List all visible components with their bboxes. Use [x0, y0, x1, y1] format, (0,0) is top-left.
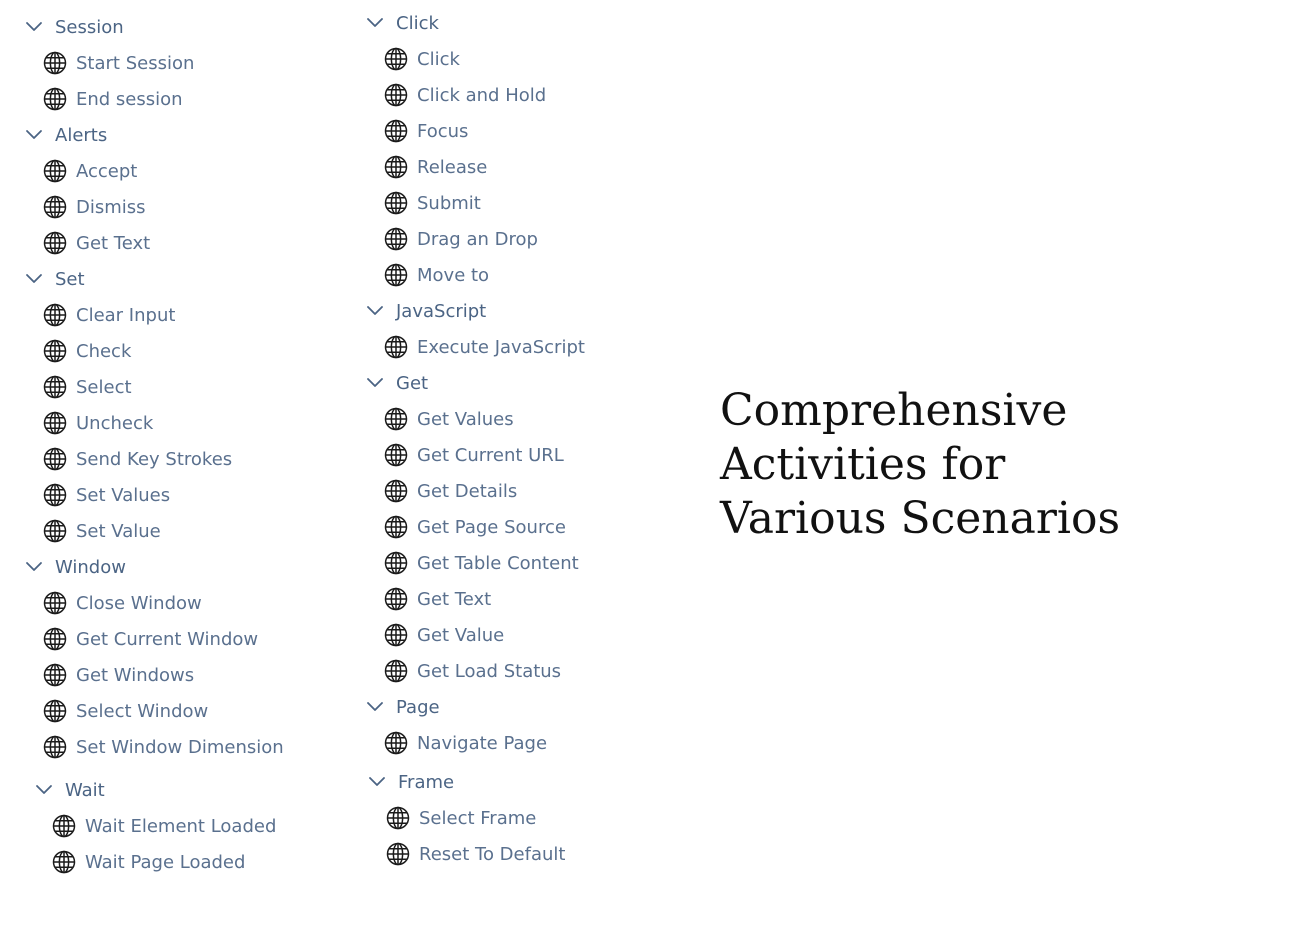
globe-icon	[384, 191, 408, 215]
activity-item-drag-an-drop[interactable]	[384, 221, 538, 257]
group-header-session[interactable]	[24, 9, 124, 45]
globe-icon	[52, 814, 76, 838]
activity-label: Execute JavaScript	[417, 336, 585, 358]
group-label-set: Set	[55, 268, 85, 290]
activity-item-wait-page-loaded[interactable]	[52, 844, 245, 880]
activity-label: Move to	[417, 264, 490, 286]
activity-item-get-text[interactable]	[43, 225, 150, 261]
group-label-window: Window	[55, 556, 126, 578]
group-header-window[interactable]	[24, 549, 126, 585]
activity-item-get-current-url[interactable]	[384, 437, 564, 473]
activity-label: Get Text	[417, 588, 492, 610]
activity-label: Wait Element Loaded	[85, 815, 277, 837]
group-label-click: Click	[396, 12, 439, 34]
activity-label: Select Frame	[419, 807, 537, 829]
activity-label: Select	[76, 376, 132, 398]
activity-label: Set Values	[76, 484, 171, 506]
activity-item-end-session[interactable]	[43, 81, 183, 117]
group-label-javascript: JavaScript	[396, 300, 487, 322]
chevron-down-icon[interactable]	[34, 780, 54, 800]
activity-item-close-window[interactable]	[43, 585, 202, 621]
activity-label: Get Windows	[76, 664, 195, 686]
group-header-click[interactable]	[365, 5, 439, 41]
activity-item-set-window-dimension[interactable]	[43, 729, 284, 765]
activity-item-check[interactable]	[43, 333, 131, 369]
activity-label: Get Load Status	[417, 660, 562, 682]
activity-label: Drag an Drop	[417, 228, 538, 250]
activity-item-get-page-source[interactable]	[384, 509, 566, 545]
activity-item-get-current-window[interactable]	[43, 621, 258, 657]
activity-item-get-details[interactable]	[384, 473, 517, 509]
activity-label: Select Window	[76, 700, 209, 722]
activity-label: Get Details	[417, 480, 518, 502]
chevron-down-icon[interactable]	[24, 557, 44, 577]
activity-label: Accept	[76, 160, 138, 182]
activity-label: Send Key Strokes	[76, 448, 233, 470]
activity-item-set-value[interactable]	[43, 513, 161, 549]
globe-icon	[384, 335, 408, 359]
group-header-frame[interactable]	[367, 764, 454, 800]
group-label-alerts: Alerts	[55, 124, 108, 146]
chevron-down-icon[interactable]	[24, 17, 44, 37]
globe-icon	[43, 303, 67, 327]
activity-label: Close Window	[76, 592, 202, 614]
globe-icon	[384, 155, 408, 179]
globe-icon	[43, 627, 67, 651]
group-header-set[interactable]	[24, 261, 85, 297]
activity-label: Get Value	[417, 624, 505, 646]
activity-item-set-values[interactable]	[43, 477, 170, 513]
globe-icon	[43, 159, 67, 183]
globe-icon	[384, 263, 408, 287]
globe-icon	[43, 339, 67, 363]
group-label-wait: Wait	[65, 779, 105, 801]
globe-icon	[386, 842, 410, 866]
activity-label: Get Table Content	[417, 552, 579, 574]
activity-label: Start Session	[76, 52, 195, 74]
group-header-alerts[interactable]	[24, 117, 107, 153]
globe-icon	[43, 51, 67, 75]
globe-icon	[43, 735, 67, 759]
activity-item-get-load-status[interactable]	[384, 653, 561, 689]
headline-line-2: Activities for	[720, 439, 1006, 490]
headline	[720, 384, 1120, 546]
group-header-page[interactable]	[365, 689, 440, 725]
activity-label: Navigate Page	[417, 732, 548, 754]
chevron-down-icon[interactable]	[24, 269, 44, 289]
activity-label: Check	[76, 340, 132, 362]
activity-label: Get Page Source	[417, 516, 566, 538]
group-header-javascript[interactable]	[365, 293, 486, 329]
globe-icon	[384, 119, 408, 143]
activity-item-get-text[interactable]	[384, 581, 491, 617]
activity-item-click-and-hold[interactable]	[384, 77, 546, 113]
group-label-frame: Frame	[398, 771, 455, 793]
activity-item-accept[interactable]	[43, 153, 137, 189]
activity-label: Set Value	[76, 520, 161, 542]
activity-item-select-window[interactable]	[43, 693, 208, 729]
globe-icon	[43, 483, 67, 507]
globe-icon	[43, 519, 67, 543]
activity-item-clear-input[interactable]	[43, 297, 175, 333]
activity-label: Dismiss	[76, 196, 146, 218]
activity-label: Get Values	[417, 408, 514, 430]
activity-item-move-to[interactable]	[384, 257, 489, 293]
activity-label: Wait Page Loaded	[85, 851, 246, 873]
globe-icon	[384, 659, 408, 683]
group-header-get[interactable]	[365, 365, 428, 401]
globe-icon	[384, 731, 408, 755]
globe-icon	[43, 195, 67, 219]
activity-label: Focus	[417, 120, 469, 142]
globe-icon	[52, 850, 76, 874]
globe-icon	[43, 375, 67, 399]
globe-icon	[384, 83, 408, 107]
activity-label: Release	[417, 156, 488, 178]
group-header-wait[interactable]	[34, 772, 105, 808]
activity-label: Get Current Window	[76, 628, 259, 650]
globe-icon	[43, 663, 67, 687]
chevron-down-icon[interactable]	[365, 697, 385, 717]
activity-label: Click	[417, 48, 460, 70]
activity-label: Get Current URL	[417, 444, 564, 466]
chevron-down-icon[interactable]	[367, 772, 387, 792]
globe-icon	[384, 515, 408, 539]
chevron-down-icon[interactable]	[24, 125, 44, 145]
globe-icon	[43, 87, 67, 111]
activity-item-select-frame[interactable]	[386, 800, 536, 836]
globe-icon	[384, 587, 408, 611]
globe-icon	[384, 443, 408, 467]
activity-item-reset-to-default[interactable]	[386, 836, 565, 872]
activity-label: Reset To Default	[419, 843, 566, 865]
activity-item-get-windows[interactable]	[43, 657, 194, 693]
activity-item-dismiss[interactable]	[43, 189, 146, 225]
globe-icon	[384, 47, 408, 71]
group-label-get: Get	[396, 372, 429, 394]
group-label-session: Session	[55, 16, 124, 38]
activity-item-get-value[interactable]	[384, 617, 504, 653]
globe-icon	[384, 407, 408, 431]
activity-item-send-key-strokes[interactable]	[43, 441, 232, 477]
headline-line-3: Various Scenarios	[720, 493, 1121, 544]
activity-item-submit[interactable]	[384, 185, 481, 221]
activity-label: Submit	[417, 192, 481, 214]
globe-icon	[384, 551, 408, 575]
globe-icon	[386, 806, 410, 830]
globe-icon	[43, 699, 67, 723]
chevron-down-icon[interactable]	[365, 13, 385, 33]
activity-item-uncheck[interactable]	[43, 405, 153, 441]
activity-label: Click and Hold	[417, 84, 547, 106]
activity-label: End session	[76, 88, 183, 110]
activity-item-click[interactable]	[384, 41, 460, 77]
globe-icon	[43, 591, 67, 615]
globe-icon	[384, 227, 408, 251]
globe-icon	[384, 479, 408, 503]
chevron-down-icon[interactable]	[365, 301, 385, 321]
activity-label: Uncheck	[76, 412, 154, 434]
activity-item-select[interactable]	[43, 369, 132, 405]
chevron-down-icon[interactable]	[365, 373, 385, 393]
group-label-page: Page	[396, 696, 440, 718]
activity-label: Set Window Dimension	[76, 736, 284, 758]
globe-icon	[43, 447, 67, 471]
activity-item-navigate-page[interactable]	[384, 725, 547, 761]
activity-label: Get Text	[76, 232, 151, 254]
headline-line-1: Comprehensive	[720, 385, 1068, 436]
globe-icon	[43, 231, 67, 255]
activity-item-get-values[interactable]	[384, 401, 514, 437]
activity-item-execute-javascript[interactable]	[384, 329, 585, 365]
activity-item-start-session[interactable]	[43, 45, 194, 81]
activity-item-focus[interactable]	[384, 113, 468, 149]
activity-item-release[interactable]	[384, 149, 487, 185]
activity-label: Clear Input	[76, 304, 176, 326]
activity-item-wait-element-loaded[interactable]	[52, 808, 276, 844]
globe-icon	[384, 623, 408, 647]
globe-icon	[43, 411, 67, 435]
activity-item-get-table-content[interactable]	[384, 545, 579, 581]
